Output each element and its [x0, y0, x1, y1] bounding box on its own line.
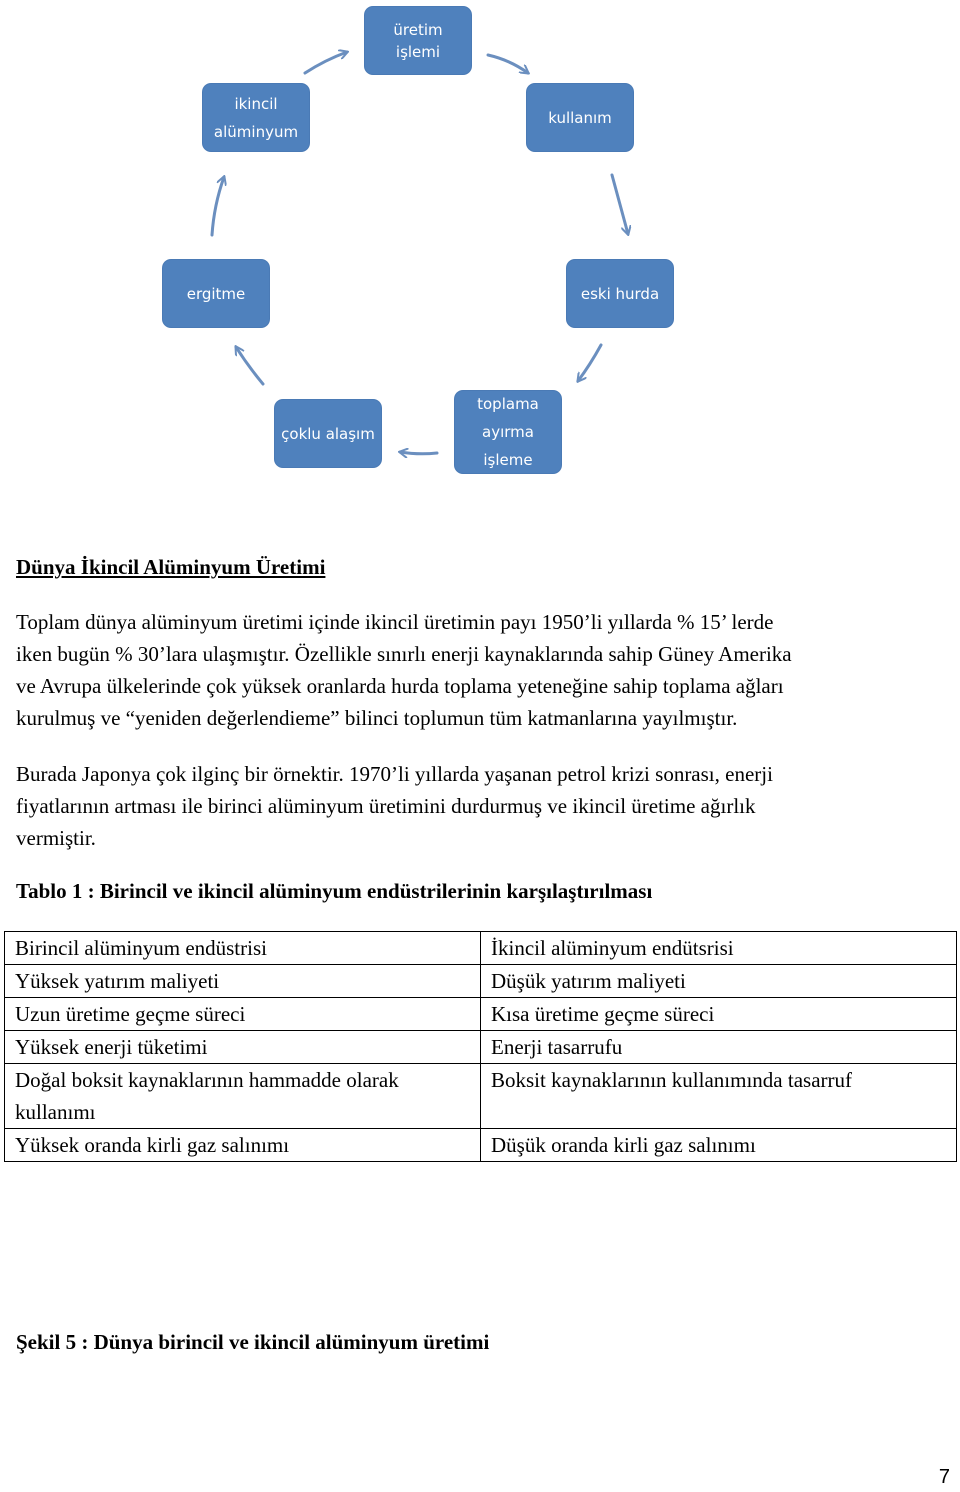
node-label: ikincil: [234, 94, 278, 113]
paragraph-line: fiyatlarının artması ile birinci alüminyum üretimini durdurmuş ve ikincil üretime ağırlık: [16, 794, 756, 818]
node-label: işleme: [483, 451, 533, 469]
table-row: [5, 998, 957, 1031]
node-ergitme: [163, 260, 269, 327]
node-label: ergitme: [186, 284, 246, 303]
arrow-ergitme-to-ikincil: [212, 177, 224, 235]
table-row: [5, 1031, 957, 1064]
comparison-table: [4, 931, 957, 1162]
node-toplama-ayirma-isleme: [455, 391, 561, 473]
recycling-cycle-diagram: [0, 0, 960, 490]
table-cell: Yüksek yatırım maliyeti: [5, 965, 481, 998]
table-cell: Düşük oranda kirli gaz salınımı: [481, 1129, 957, 1162]
node-kullanim: [527, 84, 633, 151]
paragraph-line: iken bugün % 30’lara ulaşmıştır. Özellikle sınırlı enerji kaynaklarında sahip Güney Amerika: [16, 642, 792, 666]
page-number: 7: [938, 1466, 950, 1488]
arrow-ikincil-to-uretim: [305, 52, 347, 73]
table-cell: Kısa üretime geçme süreci: [481, 998, 957, 1031]
node-label: çoklu alaşım: [281, 424, 375, 443]
table-header-cell: İkincil alüminyum endütsrisi: [481, 932, 957, 965]
node-ikincil-aluminyum: [203, 84, 309, 151]
figure-caption: Şekil 5 : Dünya birincil ve ikincil alüminyum üretimi: [16, 1330, 490, 1354]
arrow-uretim-to-kullanim: [488, 55, 528, 73]
arrow-coklu-to-ergitme: [236, 347, 263, 384]
table-header-cell: Birincil alüminyum endüstrisi: [5, 932, 481, 965]
table-row: [5, 1129, 957, 1162]
table-title: Tablo 1 : Birincil ve ikincil alüminyum endüstrilerinin karşılaştırılması: [16, 879, 653, 903]
node-coklu-alasim: [275, 400, 381, 467]
table-cell: Boksit kaynaklarının kullanımında tasarruf: [481, 1064, 957, 1129]
node-eski-hurda: [567, 260, 673, 327]
paragraph-line: vermiştir.: [16, 826, 96, 850]
table-header-row: [5, 932, 957, 965]
node-label: alüminyum: [213, 122, 299, 141]
table-cell: Yüksek oranda kirli gaz salınımı: [5, 1129, 481, 1162]
node-label: toplama: [477, 395, 539, 413]
paragraph-1: [16, 606, 946, 734]
table-cell: Uzun üretime geçme süreci: [5, 998, 481, 1031]
table-cell: Düşük yatırım maliyeti: [481, 965, 957, 998]
table-cell: Yüksek enerji tüketimi: [5, 1031, 481, 1064]
table-row: [5, 1064, 957, 1129]
section-title: Dünya İkincil Alüminyum Üretimi: [16, 555, 326, 579]
node-label: üretim: [393, 20, 443, 39]
paragraph-line: Burada Japonya çok ilginç bir örnektir. 1970’li yıllarda yaşanan petrol krizi sonrası, enerji: [16, 762, 773, 786]
table-row: [5, 965, 957, 998]
paragraph-2: [16, 758, 946, 854]
arrow-eski-hurda-to-toplama: [578, 345, 601, 381]
node-label: eski hurda: [580, 284, 660, 303]
table-cell: Doğal boksit kaynaklarının hammadde olarak kullanımı: [5, 1064, 481, 1129]
paragraph-line: ve Avrupa ülkelerinde çok yüksek oranlarda hurda toplama yeteneğine sahip toplama ağları: [16, 674, 784, 698]
node-label: işlemi: [395, 42, 441, 61]
arrow-kullanim-to-eski-hurda: [612, 175, 628, 234]
paragraph-line: Toplam dünya alüminyum üretimi içinde ikincil üretimin payı 1950’li yıllarda % 15’ lerde: [16, 610, 774, 634]
arrow-toplama-to-coklu: [400, 452, 437, 454]
node-label: kullanım: [548, 108, 612, 127]
node-label: ayırma: [482, 423, 534, 441]
node-uretim-islemi: [365, 7, 471, 74]
table-cell: Enerji tasarrufu: [481, 1031, 957, 1064]
paragraph-line: kurulmuş ve “yeniden değerlendieme” bilinci toplumun tüm katmanlarına yayılmıştır.: [16, 706, 738, 730]
